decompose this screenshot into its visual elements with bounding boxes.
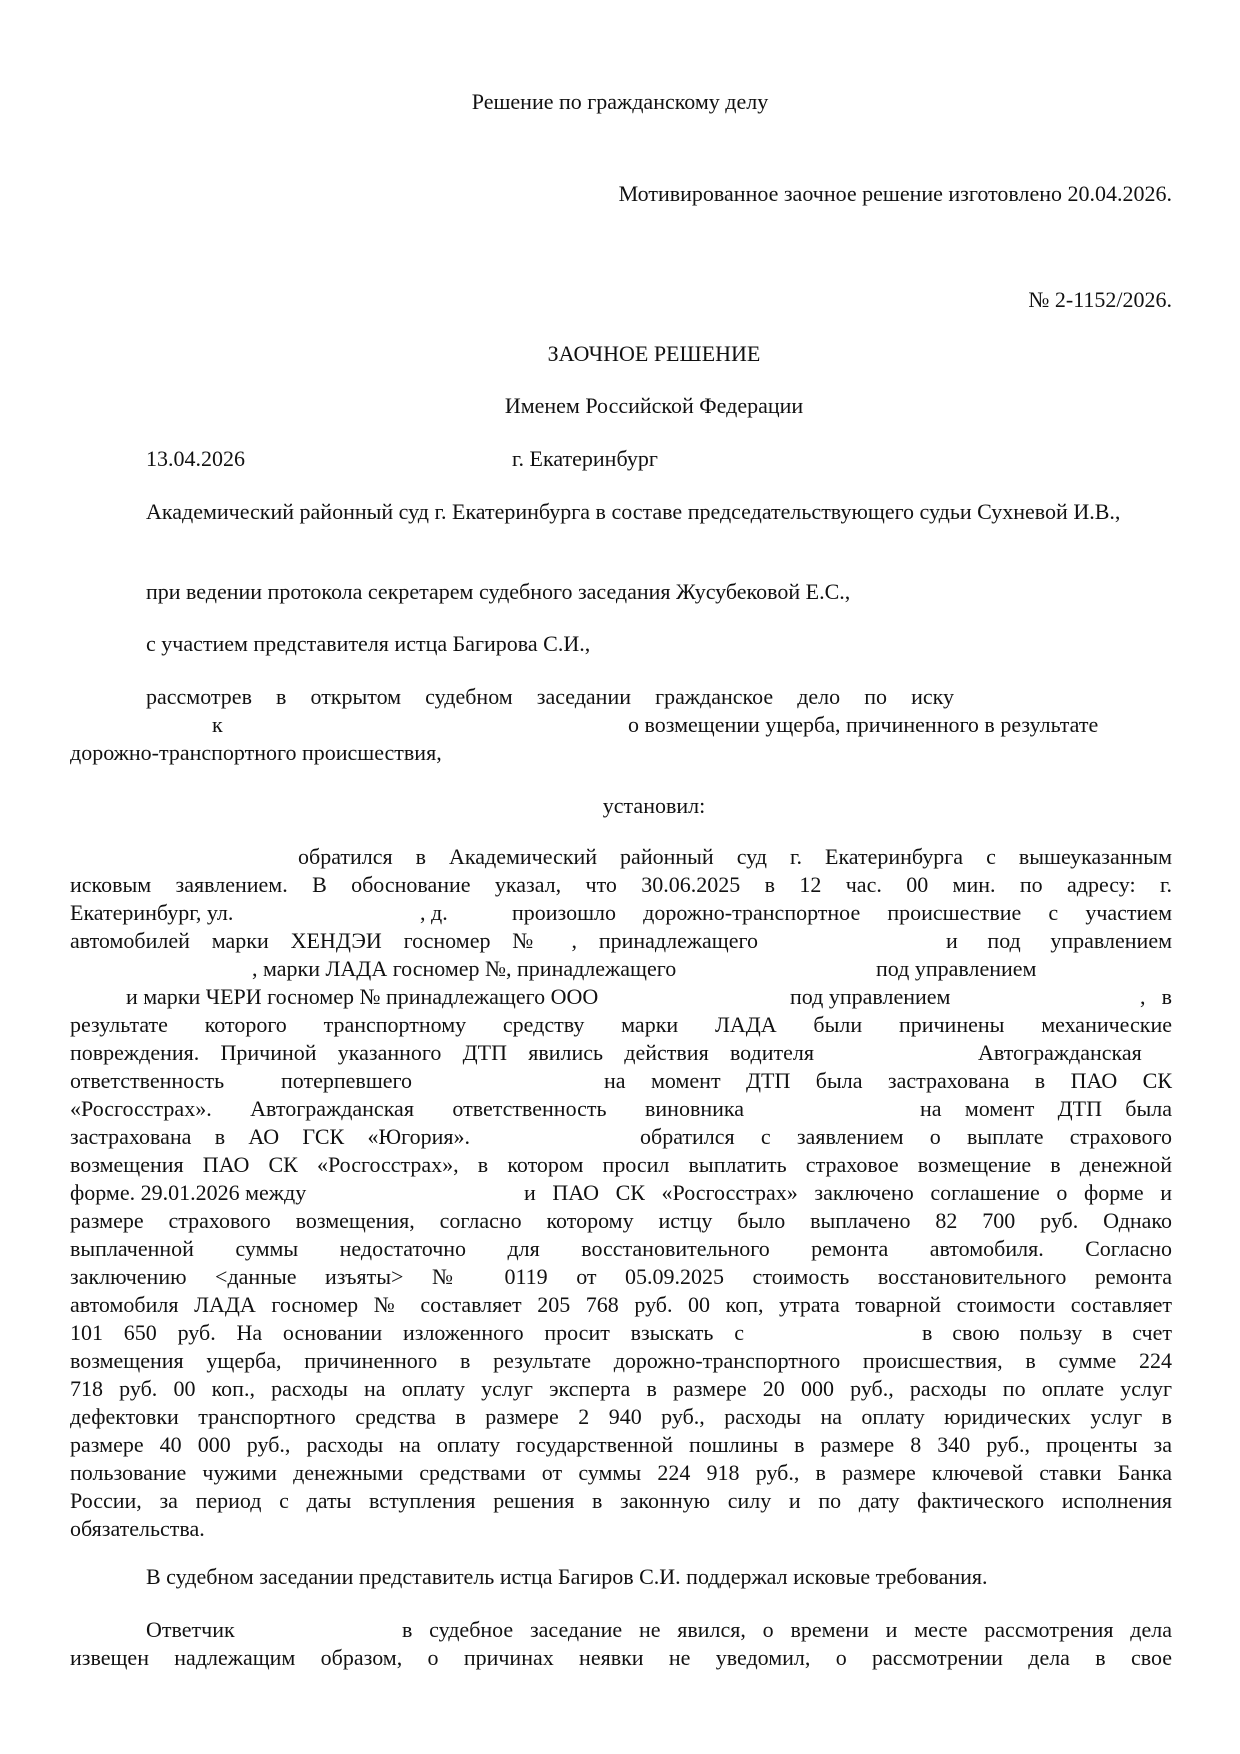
paragraph-line: на момент ДТП была (920, 1096, 1172, 1121)
paragraph-line: к (212, 712, 223, 737)
decision-date: 13.04.2026 (146, 446, 245, 471)
paragraph-line: автомобиля ЛАДА госномер № составляет 205 768 руб. 00 коп, утрата товарной стоимости составляет (70, 1292, 1172, 1317)
paragraph-line: России, за период с даты вступления решения в законную силу и по дату фактического исполнения (70, 1488, 1172, 1513)
participation-paragraph: с участием представителя истца Багирова С.И., (146, 631, 591, 656)
paragraph-line: на момент ДТП была застрахована в ПАО СК (604, 1068, 1172, 1093)
paragraph-line: Автогражданская (978, 1040, 1142, 1065)
paragraph-line: форме. 29.01.2026 между (70, 1180, 307, 1205)
paragraph-line: повреждения. Причиной указанного ДТП явились действия водителя (70, 1040, 814, 1065)
paragraph-line: дорожно-транспортного происшествия, (70, 740, 442, 765)
paragraph-line: в судебное заседание не явился, о времени и месте рассмотрения дела (402, 1617, 1172, 1642)
case-number: № 2-1152/2026. (1028, 287, 1172, 312)
paragraph-line: обратился в Академический районный суд г. Екатеринбурга с вышеуказанным (298, 844, 1172, 869)
paragraph-line: о возмещении ущерба, причиненного в результате (628, 712, 1099, 737)
established-heading: установил: (602, 793, 706, 818)
paragraph-line: выплаченной суммы недостаточно для восстановительного ремонта автомобиля. Согласно (70, 1236, 1172, 1261)
paragraph-line: размере страхового возмещения, согласно которому истцу было выплачено 82 700 руб. Однако (70, 1208, 1172, 1233)
paragraph-line: и ПАО СК «Росгосстрах» заключено соглашение о форме и (524, 1180, 1172, 1205)
paragraph-line: результате которого транспортному средству марки ЛАДА были причинены механические (70, 1012, 1172, 1037)
paragraph-line: и под управлением (946, 928, 1172, 953)
paragraph-line: пользование чужими денежными средствами от суммы 224 918 руб., в размере ключевой ставки Банка (70, 1460, 1172, 1485)
paragraph-line: исковым заявлением. В обоснование указал, что 30.06.2025 в 12 час. 00 мин. по адресу: г. (70, 872, 1172, 897)
decision-title: ЗАОЧНОЕ РЕШЕНИЕ (547, 341, 761, 366)
paragraph-line: возмещения ПАО СК «Росгосстрах», в котором просил выплатить страховое возмещение в денежной (70, 1152, 1172, 1177)
paragraph-line: извещен надлежащим образом, о причинах неявки не уведомил, о рассмотрении дела в свое (70, 1645, 1172, 1670)
paragraph-line: обратился с заявлением о выплате страхового (640, 1124, 1172, 1149)
secretary-paragraph: при ведении протокола секретарем судебного заседания Жусубековой Е.С., (146, 579, 851, 604)
paragraph-line: ответственность потерпевшего (70, 1068, 412, 1093)
paragraph-line: автомобилей марки ХЕНДЭИ госномер № , принадлежащего (70, 928, 758, 953)
paragraph-line: возмещения ущерба, причиненного в результате дорожно-транспортного происшествия, в сумме 224 (70, 1348, 1172, 1373)
paragraph-line: , д. (420, 900, 448, 925)
paragraph-line: застрахована в АО ГСК «Югория». (70, 1124, 470, 1149)
paragraph-line: и марки ЧЕРИ госномер № принадлежащего ООО (126, 984, 599, 1009)
paragraph-line: размере 40 000 руб., расходы на оплату государственной пошлины в размере 8 340 руб., проценты за (70, 1432, 1172, 1457)
paragraph-line: Екатеринбург, ул. (70, 900, 234, 925)
court-composition-paragraph: Академический районный суд г. Екатеринбурга в составе председательствующего судьи Сухневой И.В., (146, 499, 1121, 524)
paragraph-line: рассмотрев в открытом судебном заседании гражданское дело по иску (146, 684, 954, 709)
paragraph-line: , в (1140, 984, 1172, 1009)
decision-city: г. Екатеринбург (512, 446, 658, 471)
motivated-decision-note: Мотивированное заочное решение изготовлено 20.04.2026. (618, 181, 1172, 206)
paragraph-line: в свою пользу в счет (922, 1320, 1172, 1345)
paragraph-line: дефектовки транспортного средства в размере 2 940 руб., расходы на оплату юридических услуг в (70, 1404, 1172, 1429)
paragraph-line: обязательства. (70, 1516, 205, 1541)
paragraph-line: 101 650 руб. На основании изложенного просит взыскать с (70, 1320, 744, 1345)
paragraph-line: , марки ЛАДА госномер №, принадлежащего (252, 956, 677, 981)
paragraph-line: под управлением (876, 956, 1037, 981)
paragraph-line: «Росгосстрах». Автогражданская ответственность виновника (70, 1096, 744, 1121)
document-heading: Решение по гражданскому делу (471, 89, 769, 114)
in-the-name-line: Именем Российской Федерации (504, 393, 804, 418)
paragraph-line: заключению <данные изъяты> № 0119 от 05.09.2025 стоимость восстановительного ремонта (70, 1264, 1172, 1289)
paragraph-line: произошло дорожно-транспортное происшествие с участием (512, 900, 1172, 925)
paragraph-line: 718 руб. 00 коп., расходы на оплату услуг эксперта в размере 20 000 руб., расходы по оплате услуг (70, 1376, 1172, 1401)
paragraph-line: под управлением (790, 984, 951, 1009)
paragraph-line: Ответчик (146, 1617, 235, 1642)
hearing-paragraph: В судебном заседании представитель истца Багиров С.И. поддержал исковые требования. (146, 1564, 988, 1589)
